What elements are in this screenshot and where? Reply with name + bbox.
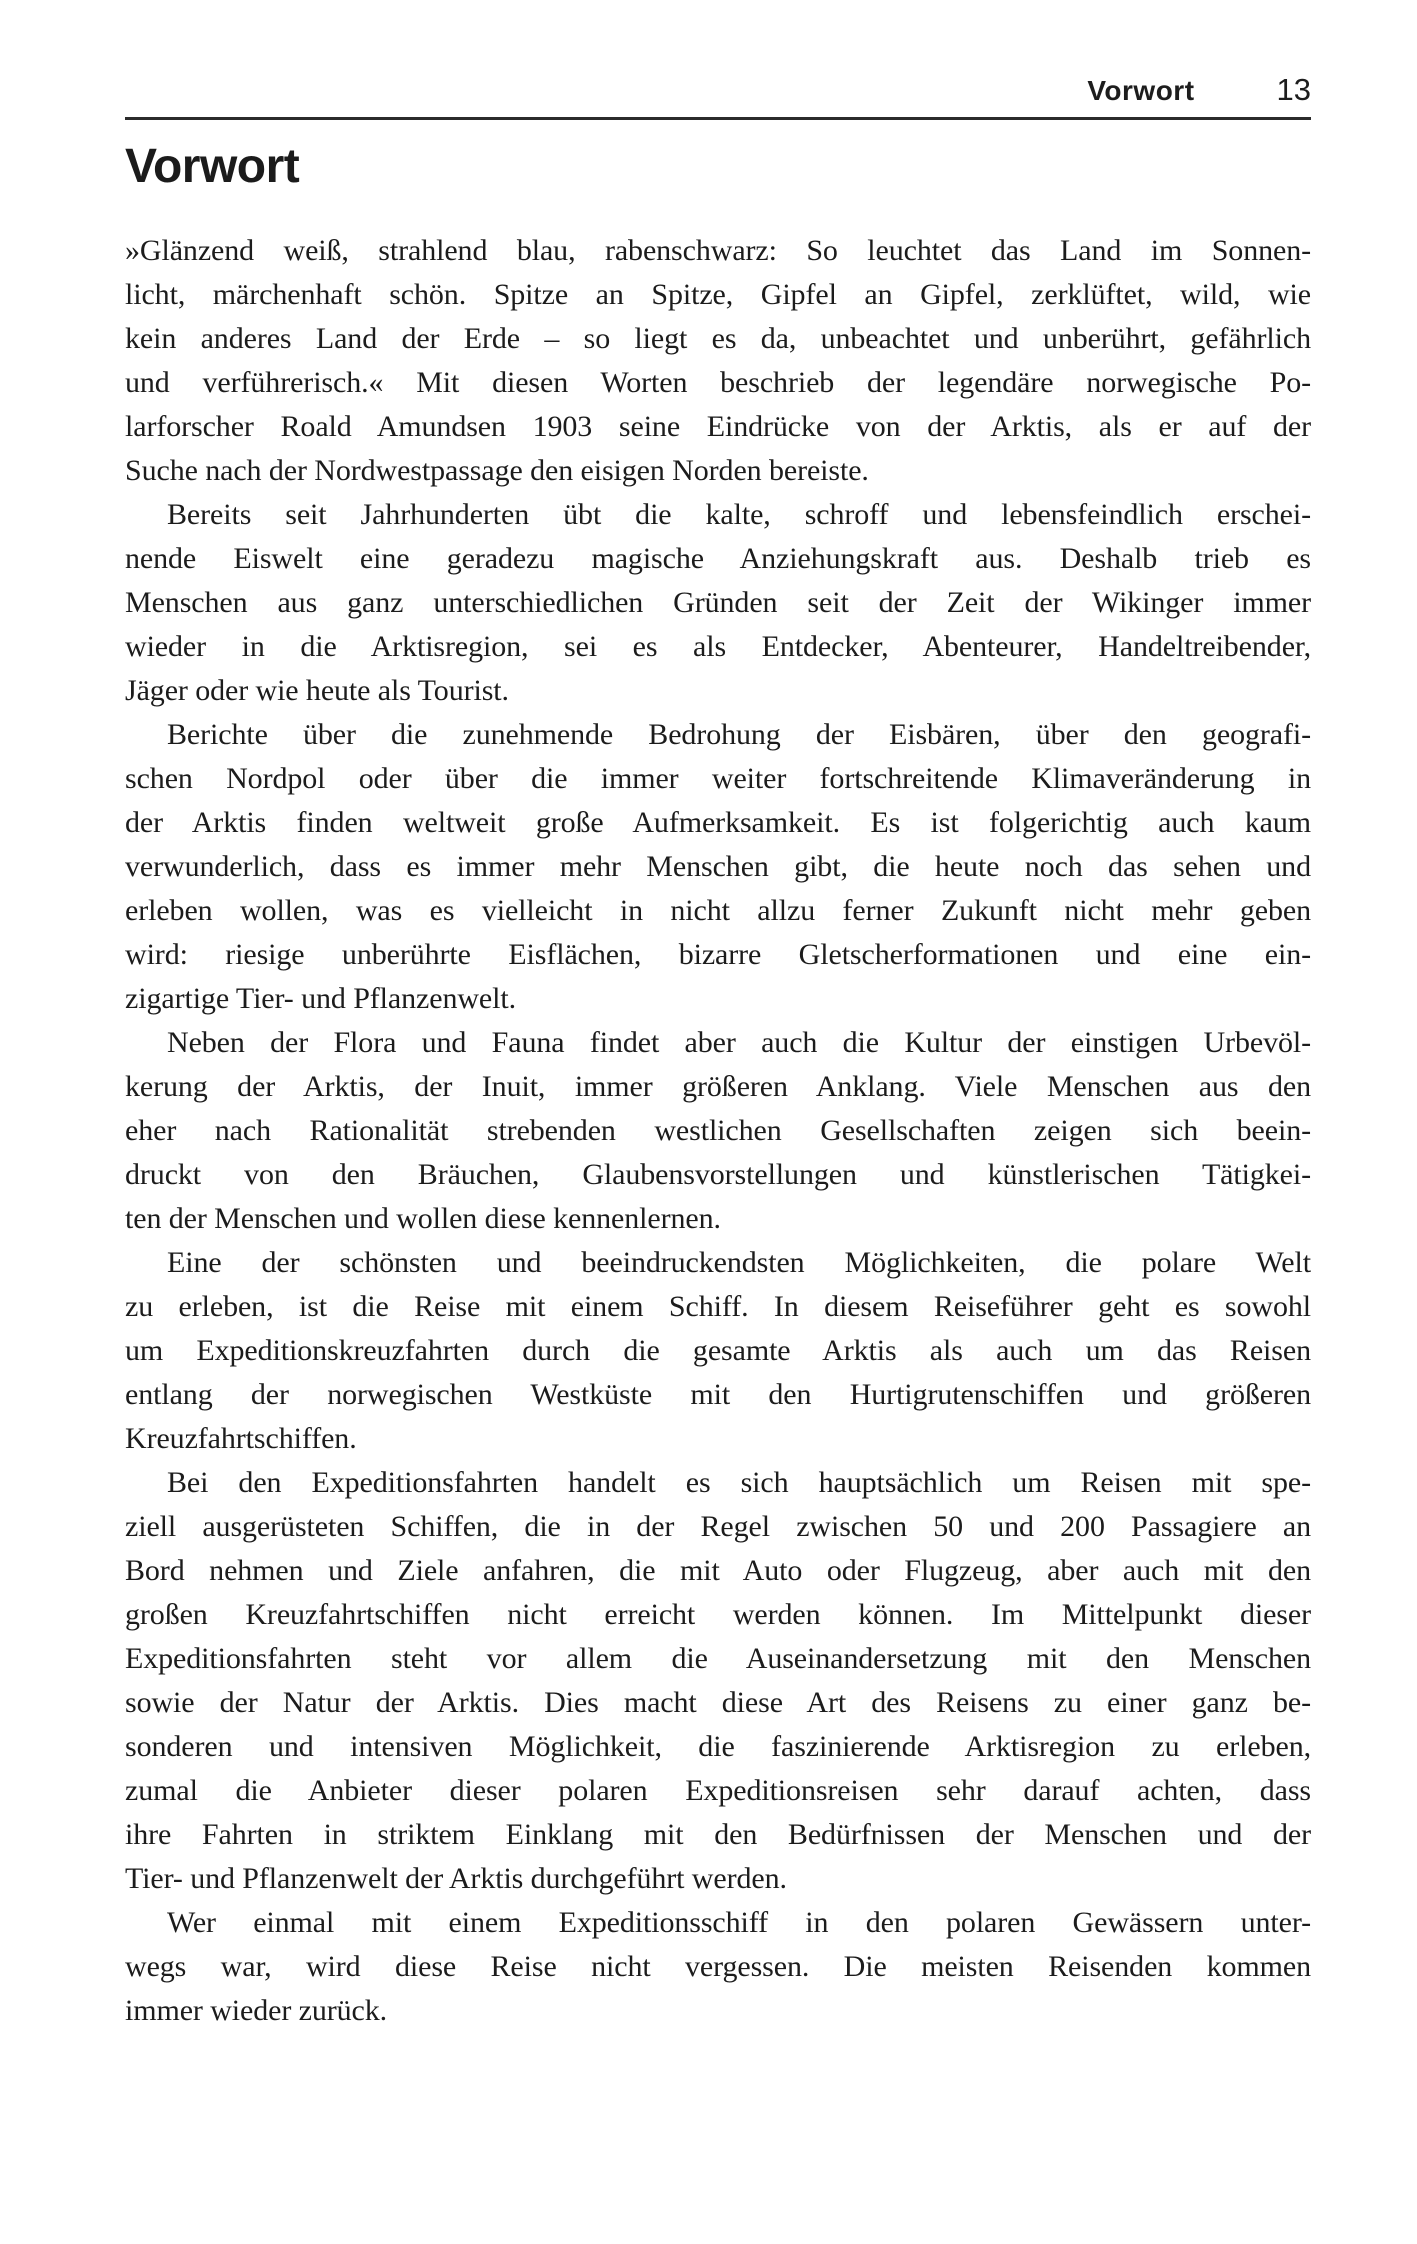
- text-line: erleben wollen, was es vielleicht in nicht allzu ferner Zukunft nicht mehr geben: [125, 894, 1311, 927]
- text-line: zu erleben, ist die Reise mit einem Schiff. In diesem Reiseführer geht es sowohl: [125, 1290, 1311, 1323]
- text-line: Jäger oder wie heute als Tourist.: [125, 674, 509, 707]
- paragraph: [125, 493, 1311, 713]
- text-line: eher nach Rationalität strebenden westlichen Gesellschaften zeigen sich beein-: [125, 1114, 1311, 1147]
- text-line: Eine der schönsten und beeindruckendsten Möglichkeiten, die polare Welt: [167, 1246, 1311, 1279]
- text-line: Expeditionsfahrten steht vor allem die Auseinandersetzung mit den Menschen: [125, 1642, 1311, 1675]
- text-line: sowie der Natur der Arktis. Dies macht diese Art des Reisens zu einer ganz be-: [125, 1686, 1311, 1719]
- text-line: Neben der Flora und Fauna findet aber auch die Kultur der einstigen Urbevöl-: [167, 1026, 1311, 1059]
- text-line: schen Nordpol oder über die immer weiter fortschreitende Klimaveränderung in: [125, 762, 1311, 795]
- paragraph: [125, 1901, 1311, 2033]
- paragraph: [125, 1021, 1311, 1241]
- text-line: kein anderes Land der Erde – so liegt es da, unbeachtet und unberührt, gefährlich: [125, 322, 1311, 355]
- text-line: Tier- und Pflanzenwelt der Arktis durchgeführt werden.: [125, 1862, 787, 1895]
- paragraph: [125, 229, 1311, 493]
- text-line: licht, märchenhaft schön. Spitze an Spitze, Gipfel an Gipfel, zerklüftet, wild, wie: [125, 278, 1311, 311]
- paragraph: [125, 1461, 1311, 1901]
- text-line: wegs war, wird diese Reise nicht vergessen. Die meisten Reisenden kommen: [125, 1950, 1311, 1983]
- text-line: Bei den Expeditionsfahrten handelt es sich hauptsächlich um Reisen mit spe-: [167, 1466, 1311, 1499]
- paragraph: [125, 1241, 1311, 1461]
- text-line: Kreuzfahrtschiffen.: [125, 1422, 357, 1455]
- page-number: 13: [1276, 72, 1311, 107]
- text-line: zumal die Anbieter dieser polaren Expeditionsreisen sehr darauf achten, dass: [125, 1774, 1311, 1807]
- text-line: druckt von den Bräuchen, Glaubensvorstellungen und künstlerischen Tätigkei-: [125, 1158, 1311, 1191]
- text-line: entlang der norwegischen Westküste mit den Hurtigrutenschiffen und größeren: [125, 1378, 1311, 1411]
- text-line: wird: riesige unberührte Eisflächen, bizarre Gletscherformationen und eine ein-: [125, 938, 1311, 971]
- text-line: ihre Fahrten in striktem Einklang mit den Bedürfnissen der Menschen und der: [125, 1818, 1311, 1851]
- text-line: nende Eiswelt eine geradezu magische Anziehungskraft aus. Deshalb trieb es: [125, 542, 1311, 575]
- text-line: Menschen aus ganz unterschiedlichen Gründen seit der Zeit der Wikinger immer: [125, 586, 1311, 619]
- text-line: zigartige Tier- und Pflanzenwelt.: [125, 982, 517, 1015]
- body-text: [125, 229, 1311, 2033]
- text-line: verwunderlich, dass es immer mehr Menschen gibt, die heute noch das sehen und: [125, 850, 1311, 883]
- text-line: ten der Menschen und wollen diese kennenlernen.: [125, 1202, 721, 1235]
- page-title: Vorwort: [125, 140, 300, 193]
- text-line: immer wieder zurück.: [125, 1994, 388, 2027]
- text-line: der Arktis finden weltweit große Aufmerksamkeit. Es ist folgerichtig auch kaum: [125, 806, 1311, 839]
- text-line: »Glänzend weiß, strahlend blau, rabenschwarz: So leuchtet das Land im Sonnen-: [125, 234, 1311, 267]
- text-line: Berichte über die zunehmende Bedrohung der Eisbären, über den geografi-: [167, 718, 1311, 751]
- text-line: um Expeditionskreuzfahrten durch die gesamte Arktis als auch um das Reisen: [125, 1334, 1311, 1367]
- running-header: [125, 72, 1311, 108]
- header-rule: [125, 117, 1311, 120]
- paragraph: [125, 713, 1311, 1021]
- text-line: larforscher Roald Amundsen 1903 seine Eindrücke von der Arktis, als er auf der: [125, 410, 1311, 443]
- text-line: Wer einmal mit einem Expeditionsschiff in den polaren Gewässern unter-: [167, 1906, 1311, 1939]
- text-line: großen Kreuzfahrtschiffen nicht erreicht werden können. Im Mittelpunkt dieser: [125, 1598, 1311, 1631]
- running-header-section: Vorwort: [1087, 75, 1195, 106]
- text-line: und verführerisch.« Mit diesen Worten beschrieb der legendäre norwegische Po-: [125, 366, 1311, 399]
- text-line: wieder in die Arktisregion, sei es als Entdecker, Abenteurer, Handeltreibender,: [125, 630, 1311, 663]
- text-line: Suche nach der Nordwestpassage den eisigen Norden bereiste.: [125, 454, 869, 487]
- text-line: kerung der Arktis, der Inuit, immer größeren Anklang. Viele Menschen aus den: [125, 1070, 1311, 1103]
- text-line: Bord nehmen und Ziele anfahren, die mit Auto oder Flugzeug, aber auch mit den: [125, 1554, 1311, 1587]
- text-line: sonderen und intensiven Möglichkeit, die faszinierende Arktisregion zu erleben,: [125, 1730, 1311, 1763]
- text-line: Bereits seit Jahrhunderten übt die kalte, schroff und lebensfeindlich erschei-: [167, 498, 1311, 531]
- text-line: ziell ausgerüsteten Schiffen, die in der Regel zwischen 50 und 200 Passagiere an: [125, 1510, 1311, 1543]
